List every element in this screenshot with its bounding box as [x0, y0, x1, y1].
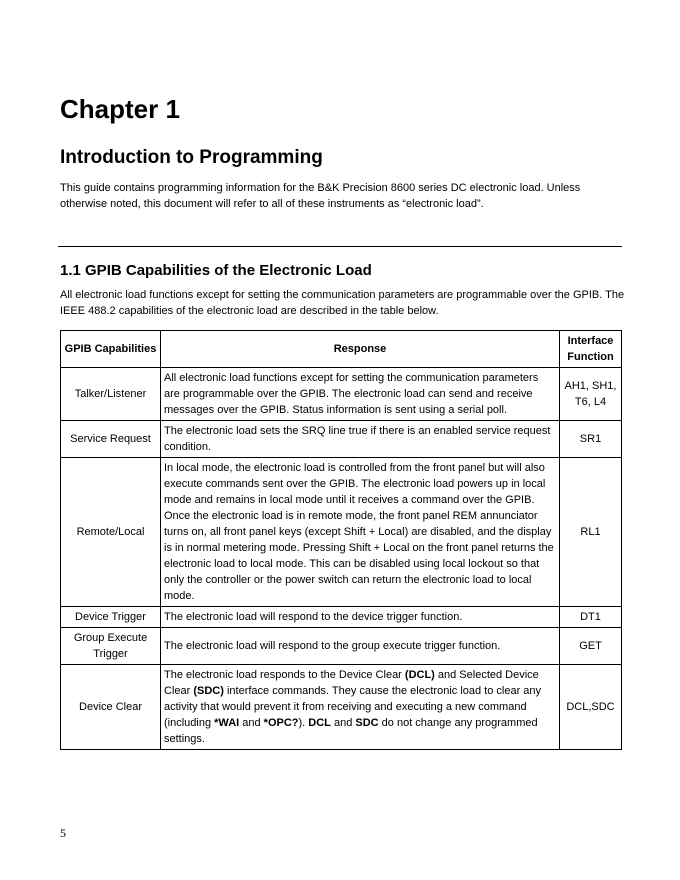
- response-text: ).: [298, 717, 309, 729]
- response-cell: The electronic load will respond to the device trigger function.: [161, 607, 560, 628]
- response-cell: All electronic load functions except for setting the communication parameters are programmable over the GPIB. The electronic load can send and receive messages over the GPIB. Status information is sent using a serial poll.: [161, 368, 560, 421]
- table-row: [61, 421, 622, 458]
- response-bold: SDC: [355, 717, 379, 729]
- response-text: and: [330, 717, 356, 729]
- response-text: do not change any programmed settings.: [164, 717, 538, 745]
- function-cell: DCL,SDC: [560, 665, 622, 750]
- capability-cell: Device Trigger: [61, 607, 161, 628]
- response-text: The electronic load responds to the Device Clear: [164, 669, 405, 681]
- response-bold: DCL: [308, 717, 331, 729]
- response-cell: [161, 665, 560, 750]
- page-number: 5: [60, 826, 66, 840]
- table-row: [61, 458, 622, 607]
- header-capability: GPIB Capabilities: [61, 331, 161, 368]
- table-row: [61, 368, 622, 421]
- response-cell: In local mode, the electronic load is controlled from the front panel but will also execute commands sent over the GPIB. The electronic load powers up in local mode and remains in local mode until it receives a command over the GPIB. Once the electronic load is in remote mode, the front panel REM annunciator turns on, all front panel keys (except Shift + Local) are disabled, and the display is in normal metering mode. Pressing Shift + Local on the front panel returns the electronic load to local mode. This can be disabled using local lockout so that only the controller or the power switch can return the electronic load to local mode.: [161, 458, 560, 607]
- response-text: and: [239, 717, 264, 729]
- response-bold: *OPC?: [263, 717, 299, 729]
- function-cell: DT1: [560, 607, 622, 628]
- function-cell: SR1: [560, 421, 622, 458]
- section-paragraph: All electronic load functions except for setting the communication parameters are programmable over the GPIB. The IEEE 488.2 capabilities of the electronic load are described in the table below.: [60, 289, 625, 317]
- response-text: interface commands. They cause the electronic load to clear any activity that would prevent it from receiving and executing a new command (including: [164, 685, 542, 729]
- response-cell: The electronic load will respond to the group execute trigger function.: [161, 628, 560, 665]
- gpib-capabilities-table: [60, 330, 622, 750]
- response-text: and Selected Device Clear: [164, 669, 539, 697]
- response-bold: (DCL): [404, 669, 435, 681]
- table-row: [61, 665, 622, 750]
- capability-cell: Talker/Listener: [61, 368, 161, 421]
- table-header-row: [61, 331, 622, 368]
- header-response: Response: [161, 331, 560, 368]
- section-divider: [58, 246, 622, 247]
- header-function: Interface Function: [560, 331, 622, 368]
- table-row: [61, 628, 622, 665]
- response-bold: *WAI: [214, 717, 240, 729]
- chapter-title: Introduction to Programming: [60, 147, 323, 168]
- capability-cell: Group Execute Trigger: [61, 628, 161, 665]
- capability-cell: Device Clear: [61, 665, 161, 750]
- section-title: 1.1 GPIB Capabilities of the Electronic Load: [60, 262, 372, 279]
- capability-cell: Service Request: [61, 421, 161, 458]
- table-row: [61, 607, 622, 628]
- function-cell: AH1, SH1, T6, L4: [560, 368, 622, 421]
- function-cell: GET: [560, 628, 622, 665]
- capability-cell: Remote/Local: [61, 458, 161, 607]
- response-bold: (SDC): [193, 685, 224, 697]
- chapter-label: Chapter 1: [60, 94, 180, 124]
- response-cell: The electronic load sets the SRQ line true if there is an enabled service request condition.: [161, 421, 560, 458]
- function-cell: RL1: [560, 458, 622, 607]
- intro-paragraph: This guide contains programming information for the B&K Precision 8600 series DC electronic load. Unless otherwise noted, this document will refer to all of these instruments as “electronic load”.: [60, 182, 581, 210]
